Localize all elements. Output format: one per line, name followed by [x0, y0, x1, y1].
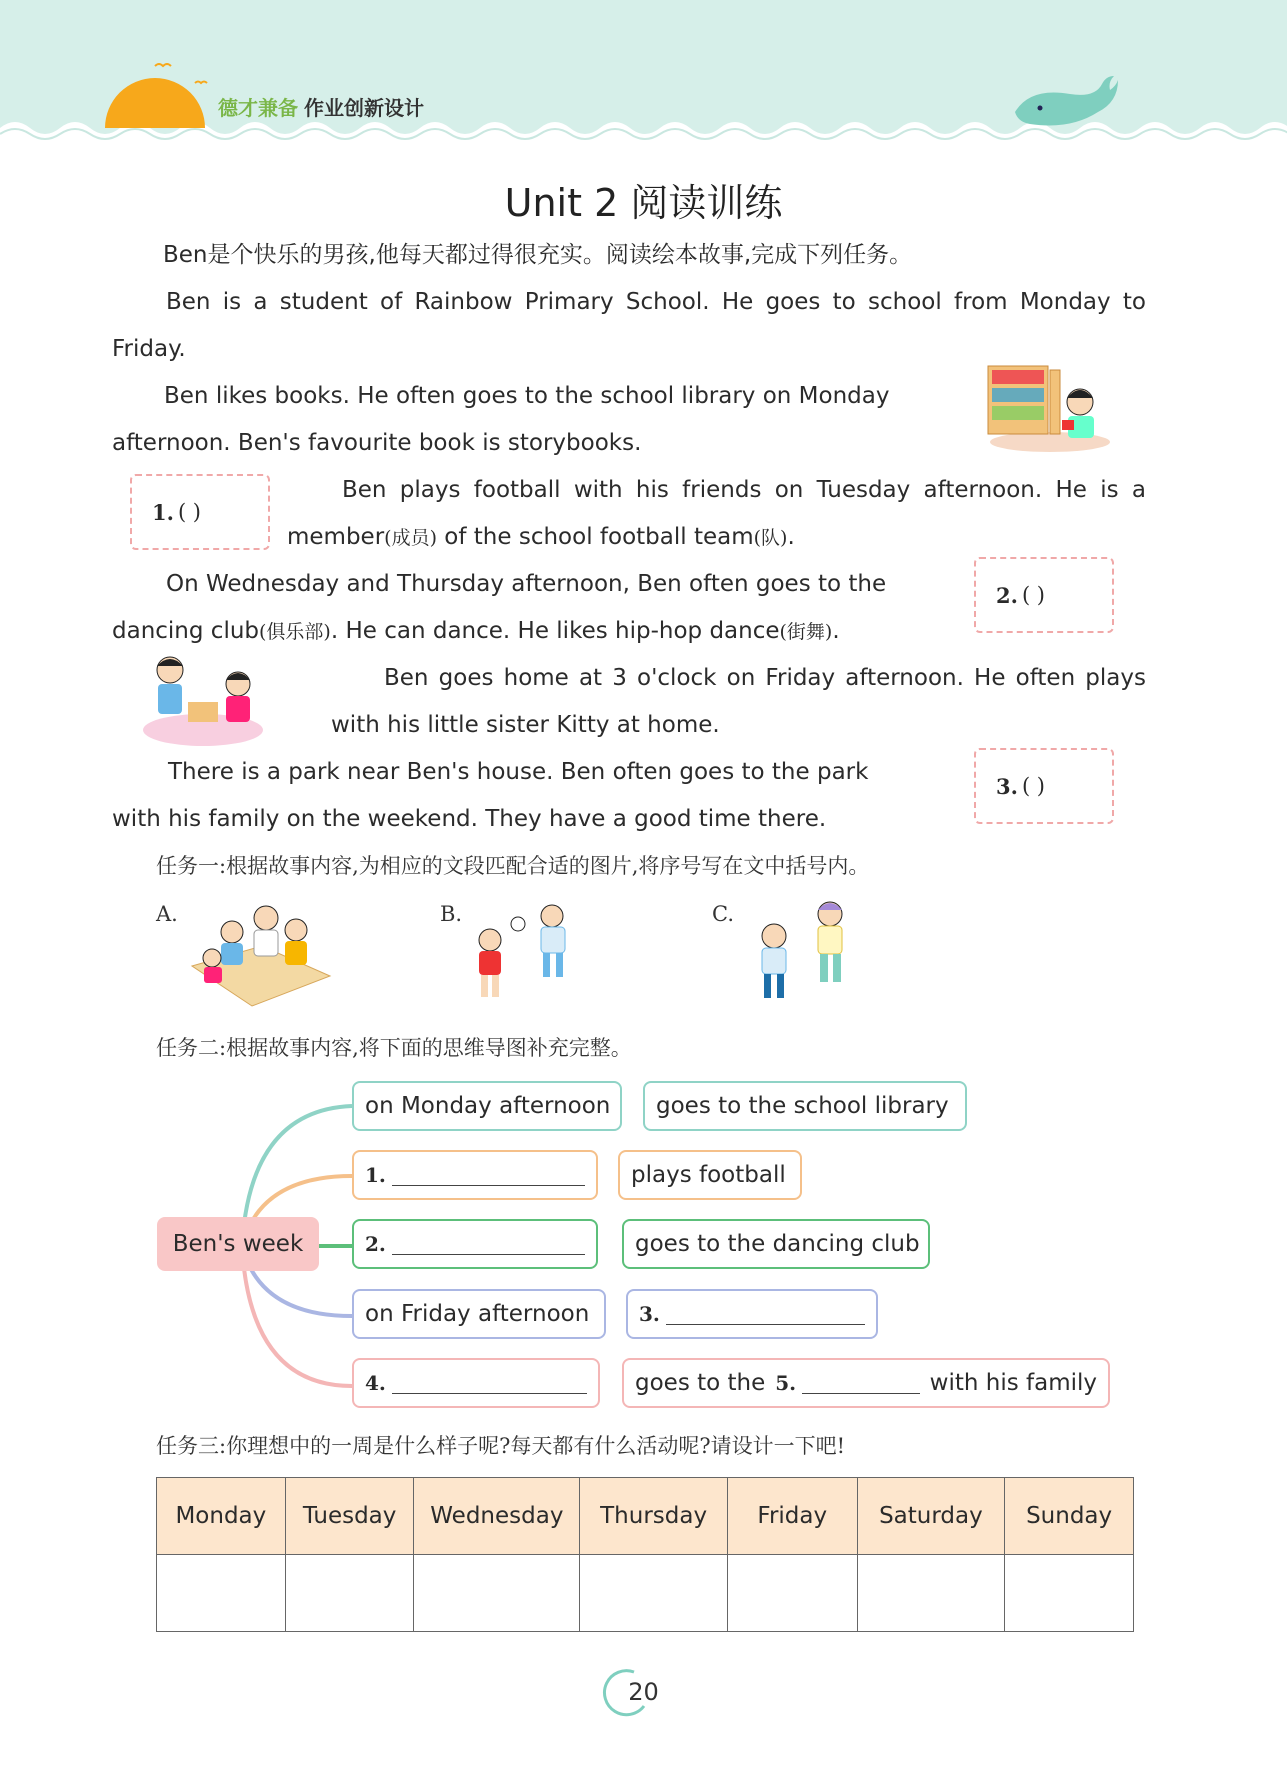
row4-left-text: on Friday afternoon: [365, 1301, 590, 1327]
page-number: 20: [628, 1678, 659, 1706]
blank-line[interactable]: [392, 1165, 585, 1186]
task2-instruction: 任务二:根据故事内容,将下面的思维导图补充完整。: [156, 1036, 632, 1060]
mindmap-row3-right: [622, 1219, 930, 1269]
day-tuesday: Tuesday: [285, 1478, 414, 1555]
option-b-football-image: [466, 896, 586, 1006]
row5-right-text-a: goes to the: [635, 1370, 766, 1396]
task3-instruction: 任务三:你理想中的一周是什么样子呢?每天都有什么活动呢?请设计一下吧!: [156, 1434, 846, 1458]
answer-box-2-num: 2.: [996, 582, 1018, 608]
story-p6-line1: There is a park near Ben's house. Ben often goes to the park: [168, 759, 869, 785]
p3-period: .: [787, 524, 795, 550]
story-p4-line1: On Wednesday and Thursday afternoon, Ben often goes to the: [166, 571, 887, 597]
option-c-dancing-image: [738, 896, 868, 1008]
sun-icon: [100, 58, 210, 130]
answer-box-3-num: 3.: [996, 773, 1018, 799]
day-thursday: Thursday: [580, 1478, 728, 1555]
brand-title: [218, 92, 424, 121]
mindmap-root: Ben's week: [157, 1217, 319, 1271]
option-a-picnic-image: [182, 896, 334, 1012]
p4-period: .: [832, 618, 840, 644]
blank-line[interactable]: [802, 1373, 919, 1394]
row3-left-num: 2.: [365, 1232, 386, 1256]
story-p4-line2: [112, 608, 840, 656]
task1-instruction: 任务一:根据故事内容,为相应的文段匹配合适的图片,将序号写在文中括号内。: [156, 854, 870, 878]
p3-team: of the school football team: [437, 524, 754, 550]
week-table-activity-row: [157, 1555, 1134, 1632]
blank-line[interactable]: [666, 1304, 865, 1325]
row1-right-text: goes to the school library: [656, 1093, 949, 1119]
row2-left-num: 1.: [365, 1163, 386, 1187]
intro-text: Ben是个快乐的男孩,他每天都过得很充实。阅读绘本故事,完成下列任务。: [163, 242, 913, 268]
p3-member: member: [287, 524, 385, 550]
story-p3-line2: [287, 514, 795, 562]
story-p3-line1: Ben plays football with his friends on Tuesday afternoon. He is a: [342, 477, 1146, 503]
activity-cell[interactable]: [414, 1555, 580, 1632]
activity-cell[interactable]: [580, 1555, 728, 1632]
answer-box-1[interactable]: [130, 474, 270, 550]
brand-green-text: 德才兼备: [218, 96, 298, 120]
answer-box-1-num: 1.: [152, 499, 174, 525]
story-p1-line1: Ben is a student of Rainbow Primary School. He goes to school from Monday to: [166, 289, 1146, 315]
p4-dance: . He can dance. He likes hip-hop dance: [330, 618, 780, 644]
story-p2-line2: afternoon. Ben's favourite book is storybooks.: [112, 430, 642, 456]
row1-left-text: on Monday afternoon: [365, 1093, 611, 1119]
option-c-label: C.: [712, 902, 734, 926]
mindmap-row4-left: [352, 1289, 606, 1339]
activity-cell[interactable]: [285, 1555, 414, 1632]
row2-right-text: plays football: [631, 1162, 786, 1188]
option-a-label: A.: [156, 902, 178, 926]
answer-box-3[interactable]: [974, 748, 1114, 824]
blank-line[interactable]: [392, 1234, 585, 1255]
day-monday: Monday: [157, 1478, 286, 1555]
row5-left-num: 4.: [365, 1371, 386, 1395]
mindmap-row4-right-blank[interactable]: [626, 1289, 878, 1339]
p4-dance-cn: (街舞): [779, 621, 833, 643]
mindmap-row3-left-blank[interactable]: [352, 1219, 598, 1269]
blank-line[interactable]: [392, 1373, 587, 1394]
library-illustration: [980, 362, 1110, 454]
p3-member-cn: (成员): [384, 527, 437, 549]
answer-box-2[interactable]: [974, 557, 1114, 633]
row5-right-num: 5.: [775, 1371, 797, 1395]
story-p1-line2: Friday.: [112, 336, 186, 362]
mindmap-row5-left-blank[interactable]: [352, 1358, 600, 1408]
activity-cell[interactable]: [857, 1555, 1005, 1632]
activity-cell[interactable]: [1005, 1555, 1134, 1632]
p4-club-cn: (俱乐部): [259, 621, 331, 643]
p3-team-cn: (队): [753, 527, 788, 549]
answer-box-2-paren: ( ): [1021, 583, 1045, 607]
row3-right-text: goes to the dancing club: [635, 1231, 920, 1257]
row5-right-text-b: with his family: [929, 1370, 1097, 1396]
day-sunday: Sunday: [1005, 1478, 1134, 1555]
mindmap-row2-left-blank[interactable]: [352, 1150, 598, 1200]
option-b-label: B.: [440, 902, 463, 926]
story-p6-line2: with his family on the weekend. They have a good time there.: [112, 806, 827, 832]
p4-club: dancing club: [112, 618, 260, 644]
story-p2-line1: Ben likes books. He often goes to the school library on Monday: [164, 383, 890, 409]
mindmap-row2-right: [618, 1150, 802, 1200]
story-p5-line1: Ben goes home at 3 o'clock on Friday afternoon. He often plays: [384, 665, 1146, 691]
mindmap-row5-right[interactable]: [622, 1358, 1110, 1408]
activity-cell[interactable]: [727, 1555, 857, 1632]
page-title: Unit 2 阅读训练: [504, 181, 783, 225]
answer-box-1-paren: ( ): [177, 500, 201, 524]
day-friday: Friday: [727, 1478, 857, 1555]
week-table-header: [157, 1478, 1134, 1555]
brand-dark-text: 作业创新设计: [304, 96, 424, 120]
mindmap-row1-left: [352, 1081, 622, 1131]
story-p5-line2: with his little sister Kitty at home.: [331, 712, 720, 738]
siblings-illustration: [138, 652, 268, 748]
activity-cell[interactable]: [157, 1555, 286, 1632]
mindmap-row1-right: [643, 1081, 967, 1131]
week-table: [156, 1477, 1134, 1632]
row4-right-num: 3.: [639, 1302, 660, 1326]
answer-box-3-paren: ( ): [1021, 774, 1045, 798]
day-saturday: Saturday: [857, 1478, 1005, 1555]
whale-icon: [1010, 72, 1120, 132]
day-wednesday: Wednesday: [414, 1478, 580, 1555]
